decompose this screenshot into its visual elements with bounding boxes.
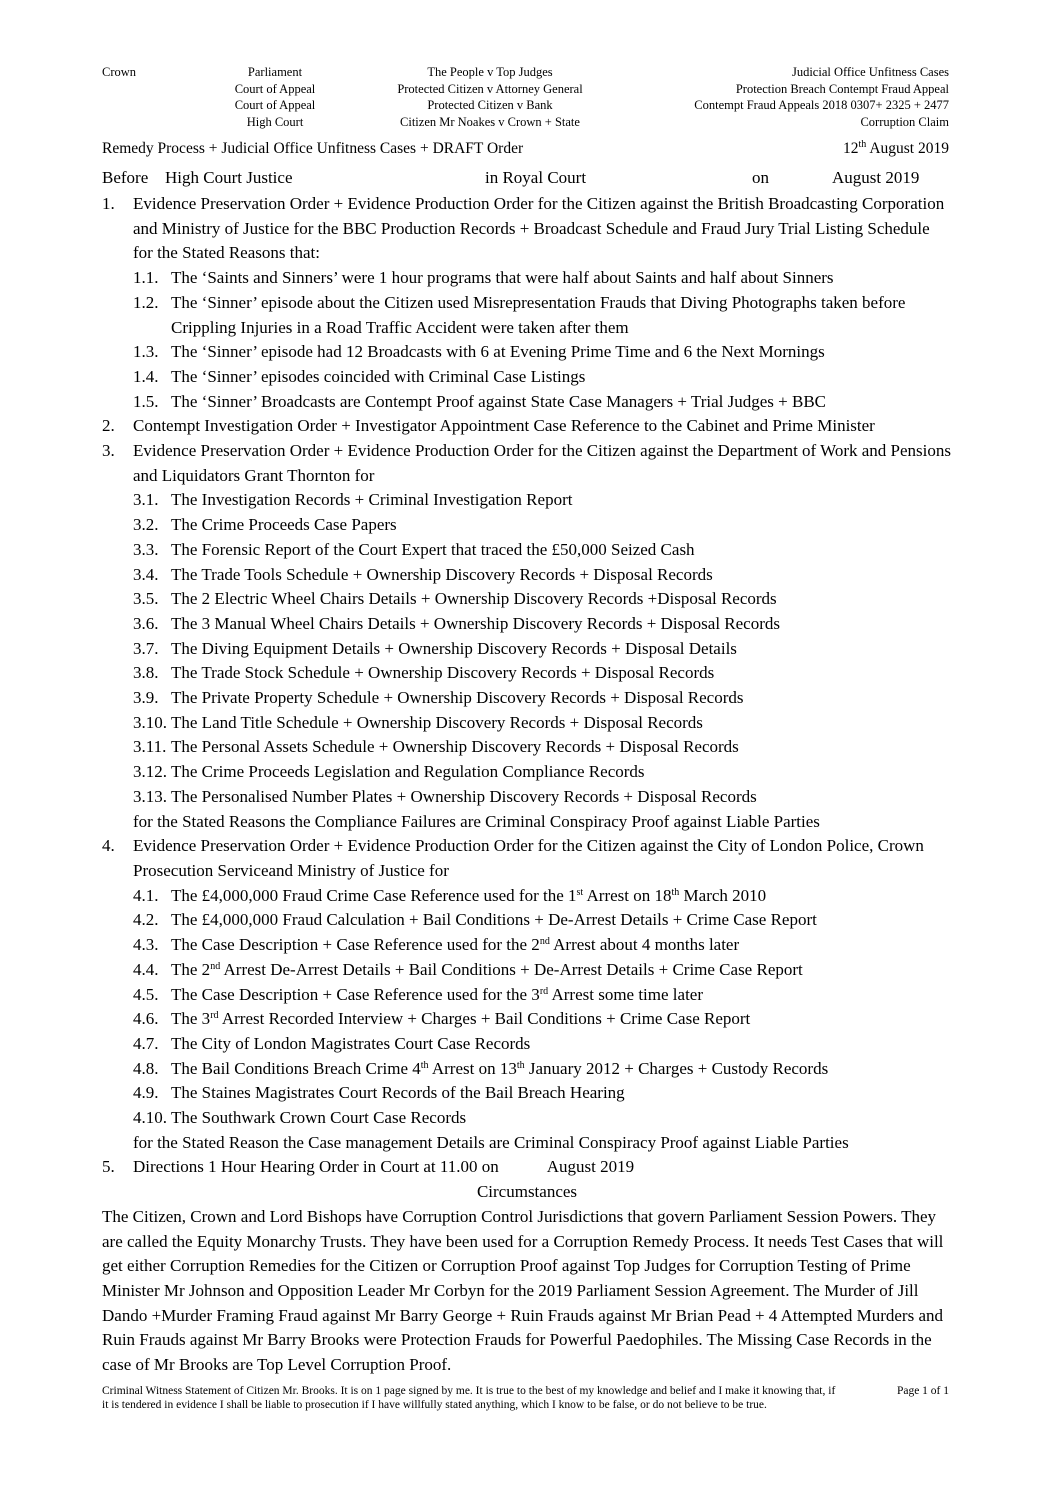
sub-item-number: 3.10. xyxy=(133,712,167,732)
sub-item xyxy=(102,1007,952,1032)
item-text: Evidence Preservation Order + Evidence Production Order for the Citizen against the Department of Work and Pensions and Liquidators Grant Thornton for xyxy=(133,441,952,485)
sub-item xyxy=(102,1032,952,1057)
sub-item-text: The Crime Proceeds Legislation and Regulation Compliance Records xyxy=(171,762,645,782)
header-line: Judicial Office Unfitness Cases xyxy=(791,65,949,79)
sub-item-text: The ‘Sinner’ episode had 12 Broadcasts with 6 at Evening Prime Time and 6 the Next Mornings xyxy=(171,342,825,362)
sub-item-text: The Crime Proceeds Case Papers xyxy=(171,515,397,535)
sub-item xyxy=(102,587,952,612)
sub-item-number: 4.8. xyxy=(133,1058,159,1078)
date-rest: August 2019 xyxy=(866,140,949,157)
sub-item-number: 4.7. xyxy=(133,1033,159,1053)
sub-item xyxy=(102,933,952,958)
sub-item xyxy=(102,513,952,538)
sub-item xyxy=(102,563,952,588)
document-title: Remedy Process + Judicial Office Unfitness Cases + DRAFT Order xyxy=(102,140,524,157)
sub-item-text: The 2 xyxy=(171,959,211,979)
sub-item-text: The Southwark Crown Court Case Records xyxy=(171,1108,467,1128)
sub-item-text: The £4,000,000 Fraud Calculation + Bail Conditions + De-Arrest Details + Crime Case Report xyxy=(171,910,817,930)
sub-item-text: March 2010 xyxy=(679,885,767,905)
sub-item-number: 3.9. xyxy=(133,688,159,708)
sub-item xyxy=(102,735,952,760)
sub-item-text: The ‘Sinner’ episode about the Citizen used Misrepresentation Frauds that Diving Photographs taken before Crippling Injuries in a Road Traffic Accident were taken after them xyxy=(171,292,906,337)
header-line: Citizen Mr Noakes v Crown + State xyxy=(400,114,580,129)
sub-item-number: 3.12. xyxy=(133,762,167,782)
order-item-2 xyxy=(102,414,952,439)
order-item-3 xyxy=(102,439,952,488)
item-text: Directions 1 Hour Hearing Order in Court at 11.00 on xyxy=(133,1157,499,1177)
court-name: in Royal Court xyxy=(485,168,587,187)
sub-item-text: The Forensic Report of the Court Expert that traced the £50,000 Seized Cash xyxy=(171,539,695,559)
order-item-5 xyxy=(102,1155,952,1180)
item-number: 3. xyxy=(102,441,115,461)
sub-item-number: 3.5. xyxy=(133,589,159,609)
sub-item-number: 3.3. xyxy=(133,539,159,559)
item-number: 2. xyxy=(102,416,115,436)
circumstances-heading: Circumstances xyxy=(476,1182,578,1202)
sub-item-text: January 2012 + Charges + Custody Records xyxy=(524,1058,829,1078)
sub-item xyxy=(102,884,952,909)
header-line: The People v Top Judges xyxy=(427,65,553,79)
sub-item-text: Arrest some time later xyxy=(548,984,703,1004)
sub-item-text: Arrest about 4 months later xyxy=(549,935,740,955)
header-line: Contempt Fraud Appeals 2018 0307+ 2325 + 2477 xyxy=(694,98,949,112)
sub-item xyxy=(102,1106,952,1131)
order-item-4 xyxy=(102,834,952,883)
ordinal-suffix: nd xyxy=(210,960,221,972)
sub-item xyxy=(102,686,952,711)
sub-item xyxy=(102,488,952,513)
sub-item-text: The Land Title Schedule + Ownership Discovery Records + Disposal Records xyxy=(171,712,703,732)
header-line: High Court xyxy=(246,114,304,129)
order-item-1 xyxy=(102,192,952,266)
sub-item-number: 3.6. xyxy=(133,613,159,633)
item-number: 1. xyxy=(102,194,115,213)
sub-item-number: 4.9. xyxy=(133,1083,159,1103)
sub-item-text: Arrest Recorded Interview + Charges + Bail Conditions + Crime Case Report xyxy=(218,1009,751,1029)
sub-item-number: 1.4. xyxy=(133,366,159,386)
sub-item-number: 4.1. xyxy=(133,885,159,905)
sub-item-number: 4.6. xyxy=(133,1009,159,1029)
sub-item xyxy=(102,365,952,390)
sub-item xyxy=(102,908,952,933)
sub-item xyxy=(102,637,952,662)
sub-item xyxy=(102,983,952,1008)
sub-item-text: The Staines Magistrates Court Records of the Bail Breach Hearing xyxy=(171,1083,625,1103)
page-footer xyxy=(102,1385,949,1412)
sub-item xyxy=(102,390,952,415)
sub-item xyxy=(102,785,952,810)
header-col-crown xyxy=(102,64,136,81)
ordinal-suffix: rd xyxy=(210,1010,219,1022)
ordinal-suffix: rd xyxy=(539,985,549,997)
sub-item-number: 3.8. xyxy=(133,663,159,683)
sub-item-text: The ‘Sinner’ episodes coincided with Criminal Case Listings xyxy=(171,366,586,386)
sub-item-text: The 3 xyxy=(171,1009,211,1029)
header-line: Corruption Claim xyxy=(860,114,949,129)
circumstances-paragraph: The Citizen, Crown and Lord Bishops have Corruption Control Jurisdictions that govern Parliament Session Powers. They are called the Equity Monarchy Trusts. They have been used for a Corruption Remedy Process. It needs Test Cases that will get either Corruption Remedies for the Citizen or Corruption Proof against Top Judges for Corruption Testing of Prime Minister Mr Johnson and Opposition Leader Mr Corbyn for the 2019 Parliament Session Agreement. The Murder of Jill Dando +Murder Framing Fraud against Mr Barry George + Ruin Frauds against Mr Brian Pead + 4 Attempted Murders and Ruin Frauds against Mr Barry Brooks were Protection Frauds for Powerful Paedophiles. The Missing Case Records in the case of Mr Brooks are Top Level Corruption Proof. xyxy=(102,1206,944,1375)
sub-item xyxy=(102,958,952,983)
hearing-date: August 2019 xyxy=(832,168,920,187)
sub-item-text: The Diving Equipment Details + Ownership Discovery Records + Disposal Details xyxy=(171,638,737,658)
sub-item xyxy=(102,760,952,785)
sub-item-text: Arrest on 18 xyxy=(583,885,672,905)
header-col-cases xyxy=(694,64,949,130)
sub-item-text: The Investigation Records + Criminal Investigation Report xyxy=(171,490,573,510)
sub-item-text: Arrest on 13 xyxy=(428,1058,517,1078)
header-line: Court of Appeal xyxy=(234,81,316,96)
ordinal-suffix: nd xyxy=(539,936,550,948)
sub-item xyxy=(102,711,952,736)
sub-item xyxy=(102,612,952,637)
before-label: Before xyxy=(102,168,149,187)
sub-item-text: The 3 Manual Wheel Chairs Details + Ownership Discovery Records + Disposal Records xyxy=(171,613,781,633)
hearing-date: August 2019 xyxy=(546,1157,635,1177)
judge-name: High Court Justice xyxy=(165,168,293,187)
sub-item-text: The 2 Electric Wheel Chairs Details + Ownership Discovery Records +Disposal Records xyxy=(171,589,777,609)
sub-item-number: 3.4. xyxy=(133,564,159,584)
sub-item-number: 1.2. xyxy=(133,292,159,312)
sub-item-number: 4.4. xyxy=(133,959,159,979)
item-number: 5. xyxy=(102,1157,115,1177)
header-line: Crown xyxy=(102,65,137,79)
sub-item-text: The Trade Tools Schedule + Ownership Discovery Records + Disposal Records xyxy=(171,564,713,584)
header-col-courts xyxy=(205,64,345,130)
sub-item-text: The Private Property Schedule + Ownership Discovery Records + Disposal Records xyxy=(171,688,744,708)
sub-item-number: 3.1. xyxy=(133,490,159,510)
item-text: Contempt Investigation Order + Investigator Appointment Case Reference to the Cabinet and Prime Minister xyxy=(133,416,875,436)
sub-item-text: The Personalised Number Plates + Ownership Discovery Records + Disposal Records xyxy=(171,786,757,806)
sub-item-number: 1.1. xyxy=(133,268,159,288)
sub-item-number: 4.10. xyxy=(133,1108,167,1128)
sub-item-text: The ‘Sinner’ Broadcasts are Contempt Proof against State Case Managers + Trial Judges + BBC xyxy=(171,391,826,411)
sub-item-number: 1.5. xyxy=(133,391,159,411)
sub-item-number: 3.11. xyxy=(133,737,167,757)
ordinal-suffix: th xyxy=(420,1059,429,1071)
sub-item-text: The Case Description + Case Reference used for the 2 xyxy=(171,935,540,955)
sub-item-text: The ‘Saints and Sinners’ were 1 hour programs that were half about Saints and half about Sinners xyxy=(171,268,834,288)
sub-item-number: 3.2. xyxy=(133,515,159,535)
item-number: 4. xyxy=(102,836,115,856)
sub-item-text: Arrest De-Arrest Details + Bail Conditions + De-Arrest Details + Crime Case Report xyxy=(220,959,803,979)
sub-item-number: 4.2. xyxy=(133,910,159,930)
ordinal-suffix: th xyxy=(516,1059,525,1071)
item-3-reason: for the Stated Reasons the Compliance Failures are Criminal Conspiracy Proof against Liable Parties xyxy=(133,811,820,831)
sub-item xyxy=(102,1081,952,1106)
ordinal-suffix: th xyxy=(671,886,680,898)
sub-item-number: 4.3. xyxy=(133,935,159,955)
sub-item-number: 4.5. xyxy=(133,984,159,1004)
sub-item xyxy=(102,340,952,365)
header-line: Court of Appeal xyxy=(234,98,316,112)
sub-item-text: The Trade Stock Schedule + Ownership Discovery Records + Disposal Records xyxy=(171,663,715,683)
sub-item-number: 3.13. xyxy=(133,786,167,806)
sub-item-text: The City of London Magistrates Court Case Records xyxy=(171,1033,531,1053)
sub-item xyxy=(102,266,952,291)
sub-item-number: 3.7. xyxy=(133,638,159,658)
sub-item xyxy=(102,661,952,686)
document-date xyxy=(843,140,949,158)
page-number: Page 1 of 1 xyxy=(896,1385,949,1397)
item-4-reason: for the Stated Reason the Case management Details are Criminal Conspiracy Proof against Liable Parties xyxy=(133,1132,849,1152)
sub-item-number: 1.3. xyxy=(133,342,159,362)
sub-item-text: The Case Description + Case Reference used for the 3 xyxy=(171,984,540,1004)
sub-item xyxy=(102,291,952,340)
on-label: on xyxy=(752,168,769,187)
sub-item-text: The £4,000,000 Fraud Crime Case Reference used for the 1 xyxy=(171,885,577,905)
sub-item-text: The Bail Conditions Breach Crime 4 xyxy=(171,1058,421,1078)
date-suffix: th xyxy=(858,139,867,150)
header-line: Protected Citizen v Attorney General xyxy=(397,81,583,96)
header-col-parties xyxy=(370,64,610,130)
sub-item-text: The Personal Assets Schedule + Ownership Discovery Records + Disposal Records xyxy=(171,737,739,757)
witness-statement: Criminal Witness Statement of Citizen Mr. Brooks. It is on 1 page signed by me. It is true to the best of my knowledge and belief and I make it knowing that, if it is tendered in evidence I shall be liable to prosecution if I have willfully stated anything, which I know to be false, or do not believe to be true. xyxy=(102,1385,836,1411)
header-line: Parliament xyxy=(247,65,303,79)
item-text: Evidence Preservation Order + Evidence Production Order for the Citizen against the British Broadcasting Corporation and Ministry of Justice for the BBC Production Records + Broadcast Schedule and Fraud Jury Trial Listing Schedule for the Stated Reasons that: xyxy=(133,194,945,263)
header-line: Protection Breach Contempt Fraud Appeal xyxy=(735,81,949,96)
order-body xyxy=(102,192,952,1378)
item-text: Evidence Preservation Order + Evidence Production Order for the Citizen against the City of London Police, Crown Prosecution Serviceand Ministry of Justice for xyxy=(133,836,924,880)
header-line: Protected Citizen v Bank xyxy=(427,98,553,112)
sub-item xyxy=(102,538,952,563)
ordinal-suffix: st xyxy=(576,886,584,898)
date-day: 12 xyxy=(843,140,859,157)
sub-item xyxy=(102,1057,952,1082)
